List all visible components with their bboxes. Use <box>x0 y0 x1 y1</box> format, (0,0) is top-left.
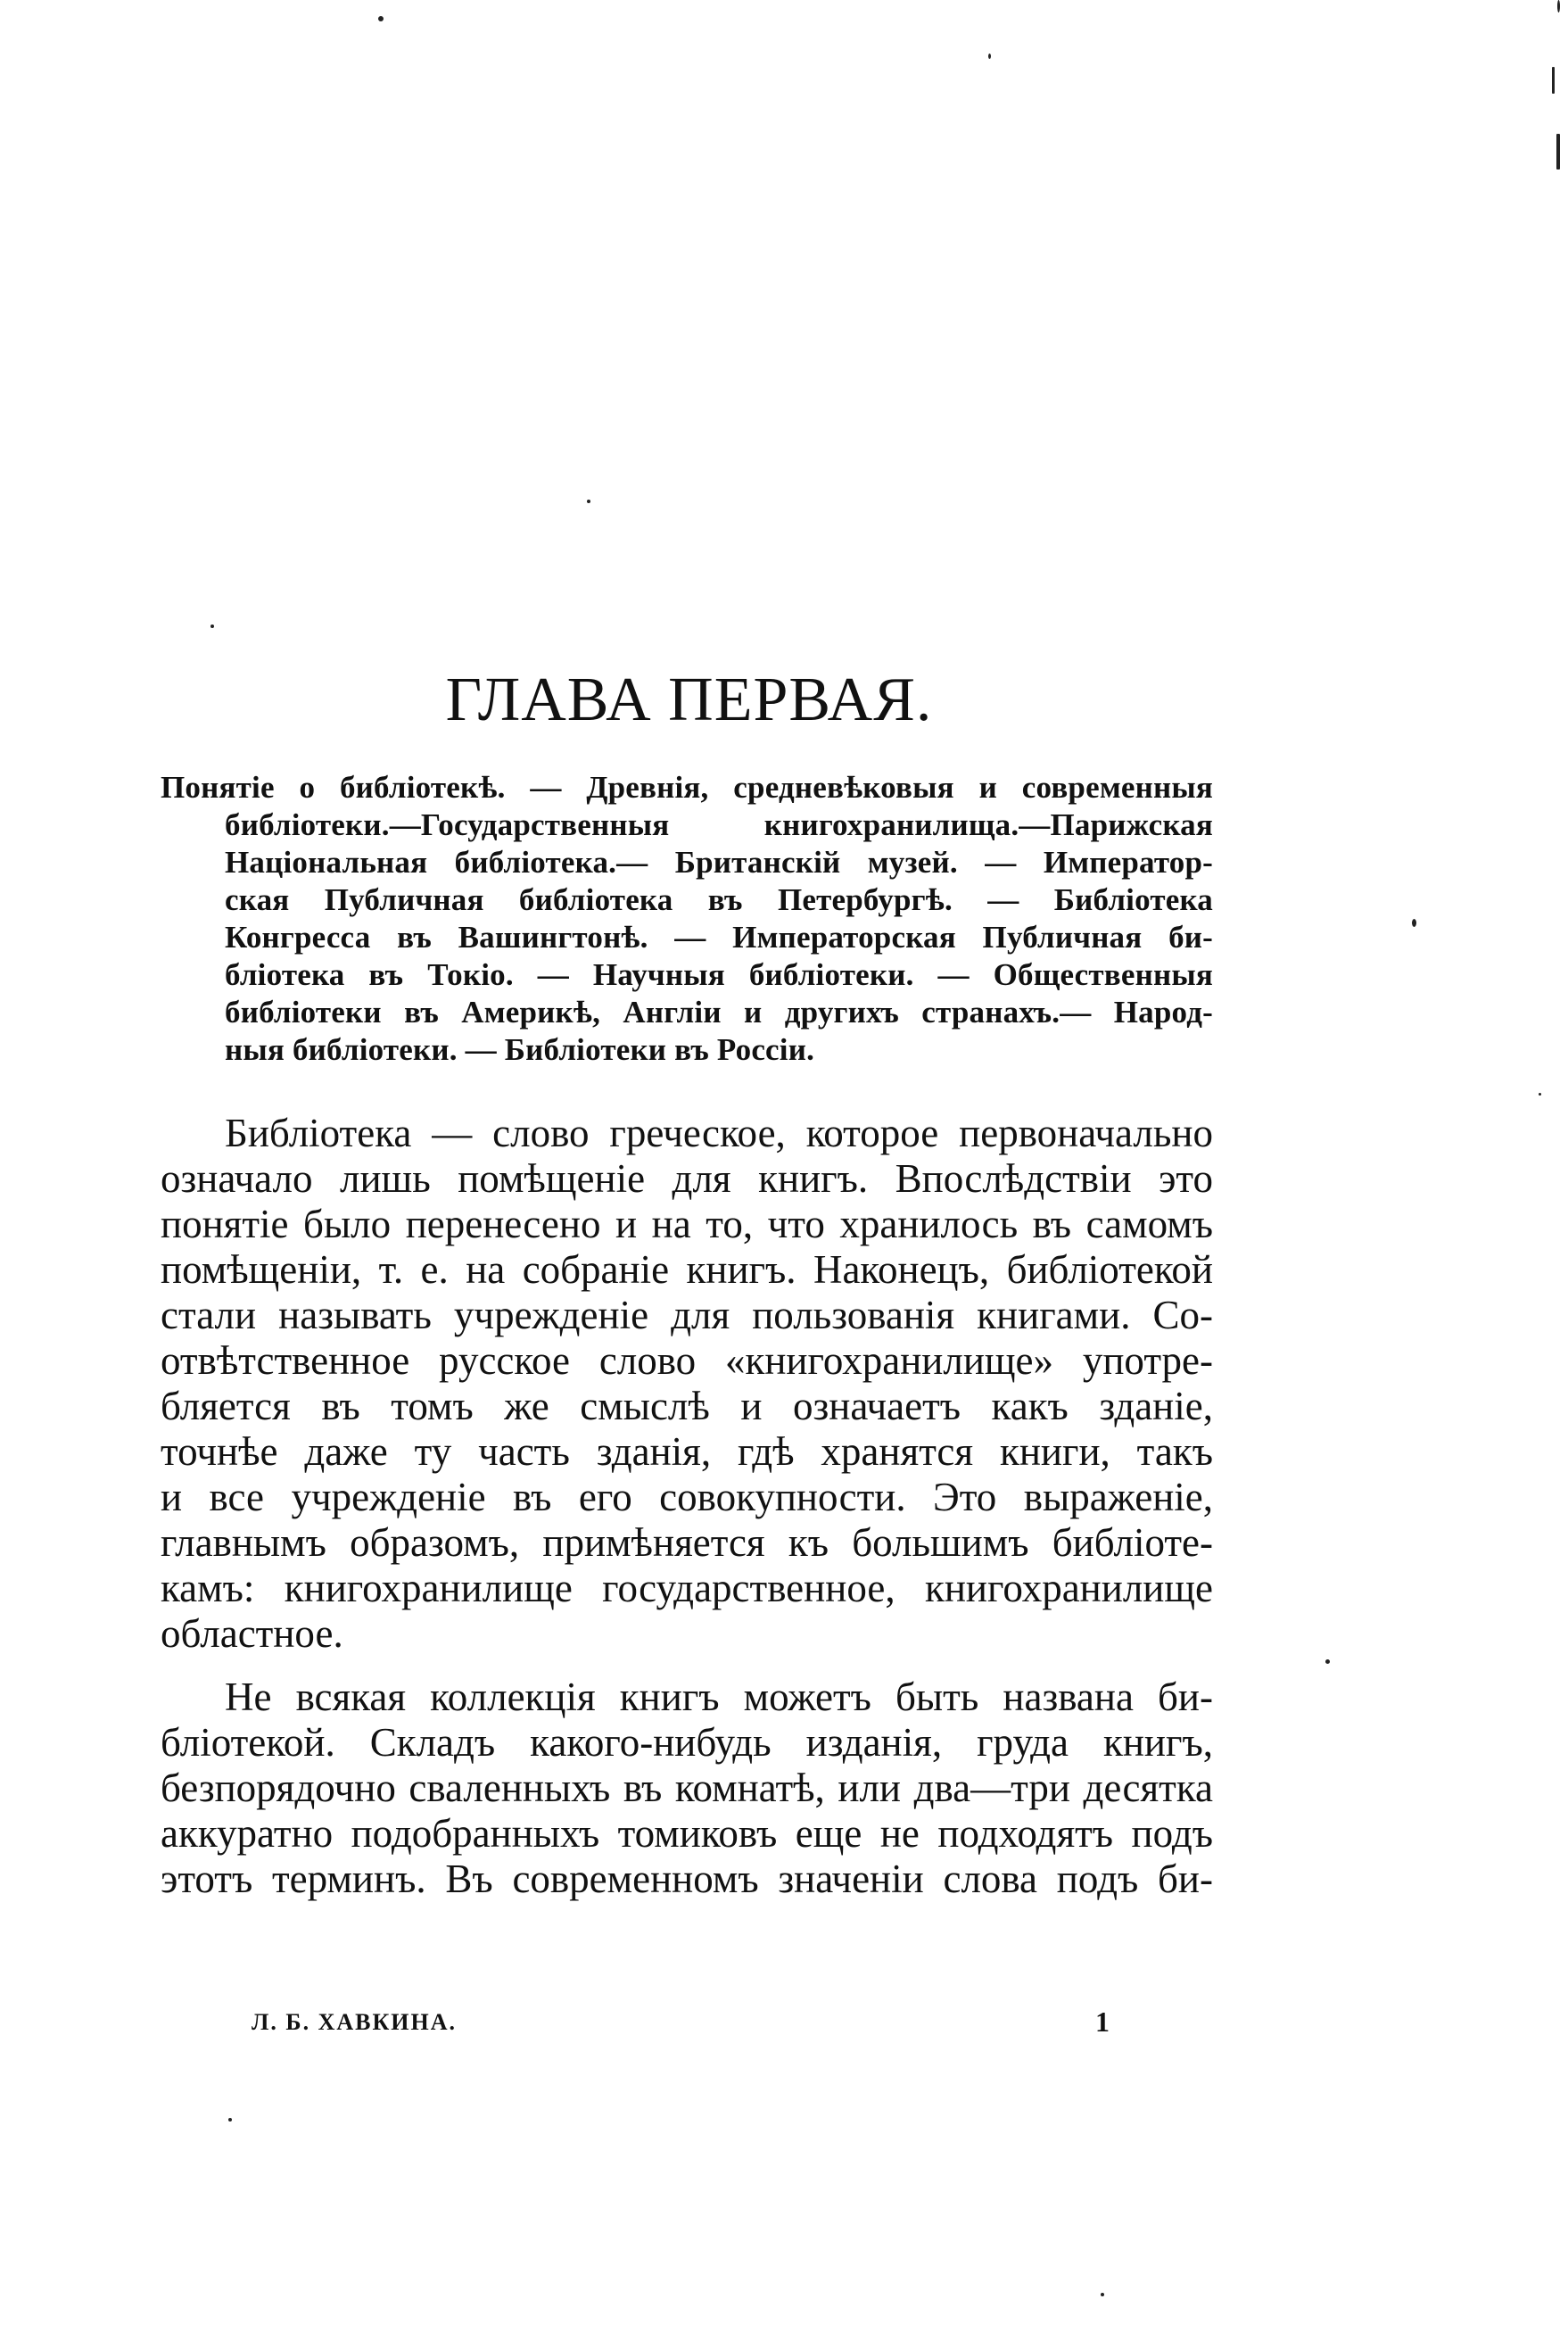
text-line: бліотекой. Складъ какого-нибудь изданія, груда книгъ, <box>161 1720 1213 1765</box>
paragraph-1 <box>161 1111 1213 1657</box>
synopsis-line: ныя библіотеки. — Библіотеки въ Россіи. <box>225 1032 815 1067</box>
synopsis-line: Конгресса въ Вашингтонѣ. — Императорская Публичная би- <box>225 920 1213 955</box>
text-line: областное. <box>161 1611 343 1656</box>
text-line: Не всякая коллекція книгъ можетъ быть названа би- <box>225 1675 1213 1719</box>
scan-speck <box>1557 0 1560 12</box>
text-line: главнымъ образомъ, примѣняется къ большимъ библіоте- <box>161 1520 1213 1565</box>
text-line: понятіе было перенесено и на то, что хранилось въ самомъ <box>161 1202 1213 1246</box>
scan-speck <box>1556 134 1560 170</box>
text-line: аккуратно подобранныхъ томиковъ еще не подходятъ подъ <box>161 1811 1213 1856</box>
synopsis-line: библіотеки въ Америкѣ, Англіи и другихъ странахъ.— Народ- <box>225 995 1213 1030</box>
scan-speck <box>1552 67 1555 94</box>
text-line: отвѣтственное русское слово «книгохранилище» употре- <box>161 1338 1213 1383</box>
text-line: бляется въ томъ же смыслѣ и означаетъ какъ зданіе, <box>161 1384 1213 1428</box>
text-line: этотъ терминъ. Въ современномъ значеніи слова подъ би- <box>161 1857 1213 1901</box>
synopsis-line: Понятіе о библіотекѣ. — Древнія, средневѣковыя и современныя <box>161 770 1213 805</box>
text-line: безпорядочно сваленныхъ въ комнатѣ, или два—три десятка <box>161 1766 1213 1810</box>
synopsis-line: ская Публичная библіотека въ Петербургѣ. — Библіотека <box>225 882 1213 917</box>
page-footer <box>0 2006 1568 2045</box>
scan-speck <box>1101 2293 1104 2296</box>
text-line: означало лишь помѣщеніе для книгъ. Впослѣдствіи это <box>161 1156 1213 1201</box>
text-line: стали называть учрежденіе для пользованія книгами. Со- <box>161 1293 1213 1337</box>
scan-speck <box>1325 1659 1330 1664</box>
text-line: Библіотека — слово греческое, которое первоначально <box>225 1111 1213 1155</box>
scan-speck <box>378 16 384 21</box>
synopsis-line: бліотека въ Токіо. — Научныя библіотеки. — Общественныя <box>225 957 1213 992</box>
chapter-title: ГЛАВА ПЕРВАЯ. <box>445 666 933 734</box>
synopsis-line: Національная библіотека.— Британскій музей. — Император- <box>225 845 1213 880</box>
chapter-synopsis <box>161 769 1213 1069</box>
scan-speck <box>1539 1093 1541 1096</box>
text-line: точнѣе даже ту часть зданія, гдѣ хранятся книги, такъ <box>161 1429 1213 1474</box>
text-line: помѣщеніи, т. е. на собраніе книгъ. Наконецъ, библіотекой <box>161 1247 1213 1292</box>
text-line: и все учрежденіе въ его совокупности. Это выраженіе, <box>161 1475 1213 1519</box>
scan-speck <box>988 54 991 59</box>
scan-speck <box>228 2118 232 2122</box>
scan-speck <box>587 500 590 503</box>
synopsis-line: библіотеки.—Государственныя книгохранилища.—Парижская <box>225 807 1213 842</box>
body-text <box>161 1111 1213 1902</box>
signature-mark: Л. Б. ХАВКИНА. <box>252 2009 458 2035</box>
page-number: 1 <box>1095 2006 1110 2038</box>
paragraph-2 <box>161 1675 1213 1902</box>
text-line: камъ: книгохранилище государственное, книгохранилище <box>161 1566 1213 1610</box>
scan-speck <box>1412 919 1416 927</box>
scan-speck <box>210 624 214 628</box>
